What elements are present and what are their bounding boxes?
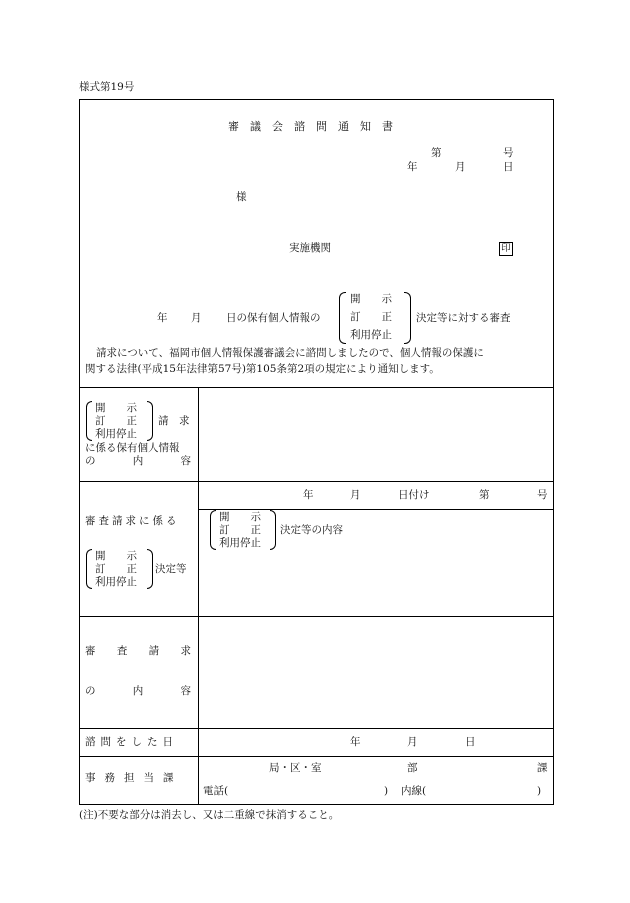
content-brace-left bbox=[210, 510, 216, 550]
notice-day-text: 日の保有個人情報の bbox=[226, 312, 321, 324]
extension-label: 内線( bbox=[401, 785, 427, 797]
info-label-char: 容 bbox=[180, 455, 191, 467]
request-label-char: 容 bbox=[180, 685, 191, 697]
phone-label: 電話( bbox=[203, 785, 229, 797]
addressee-label: 様 bbox=[236, 191, 247, 203]
decision-go-label: 号 bbox=[537, 489, 548, 501]
decision-year-label: 年 bbox=[303, 489, 314, 501]
form-title: 審 議 会 諮 問 通 知 書 bbox=[228, 120, 393, 133]
notice-after-brace: 決定等に対する審査 bbox=[416, 312, 511, 324]
request-label-char: 審 bbox=[85, 645, 96, 657]
notice-line-1: 請求について、福岡市個人情報保護審議会に諮問しましたので、個人情報の保護に bbox=[96, 347, 484, 359]
content-brace-right bbox=[270, 510, 276, 550]
number-dai-label: 第 bbox=[431, 147, 442, 159]
header-day-label: 日 bbox=[503, 161, 514, 173]
phone-close: ) bbox=[384, 785, 389, 797]
header-year-label: 年 bbox=[407, 161, 418, 173]
decision-brace-left bbox=[86, 549, 92, 589]
decision-dated-label: 日付け bbox=[398, 489, 430, 501]
divider bbox=[79, 481, 554, 482]
info-brace-left bbox=[86, 401, 92, 441]
notice-brace-left bbox=[339, 292, 346, 344]
info-request-suffix: 請 求 bbox=[158, 415, 190, 427]
info-option-suspend: 利用停止 bbox=[95, 428, 137, 440]
divider bbox=[79, 387, 554, 388]
notice-year-label: 年 bbox=[157, 312, 168, 324]
form-number: 様式第19号 bbox=[79, 81, 135, 93]
number-go-label: 号 bbox=[503, 147, 514, 159]
content-option-suspend: 利用停止 bbox=[219, 537, 261, 549]
consult-date-label: 諮問をした日 bbox=[85, 736, 178, 748]
extension-close: ) bbox=[537, 785, 542, 797]
request-label-char: の bbox=[85, 685, 96, 697]
request-label-line1 bbox=[85, 646, 191, 657]
header-month-label: 月 bbox=[455, 161, 466, 173]
request-label-char: 請 bbox=[148, 645, 160, 657]
content-option-disclose: 開 示 bbox=[219, 511, 261, 523]
decision-dai-label: 第 bbox=[479, 489, 490, 501]
request-label-char: 内 bbox=[132, 685, 144, 697]
content-option-correct: 訂 正 bbox=[219, 524, 261, 536]
notice-line-2: 関する法律(平成15年法律第57号)第105条第2項の規定により通知します。 bbox=[85, 363, 440, 375]
notice-option-disclose: 開 示 bbox=[350, 293, 392, 305]
info-option-correct: 訂 正 bbox=[95, 415, 137, 427]
decision-month-label: 月 bbox=[350, 489, 361, 501]
decision-suffix: 決定等 bbox=[155, 563, 187, 575]
request-label-line2 bbox=[85, 686, 191, 697]
info-label-line2: に係る保有個人情報 bbox=[85, 442, 180, 454]
staff-division-label: 部 bbox=[407, 762, 418, 774]
info-label-char: の bbox=[85, 455, 96, 467]
agency-label: 実施機関 bbox=[289, 242, 331, 254]
decision-option-correct: 訂 正 bbox=[95, 563, 137, 575]
notice-option-correct: 訂 正 bbox=[350, 311, 392, 323]
consult-year-label: 年 bbox=[350, 736, 361, 748]
divider bbox=[79, 616, 554, 617]
consult-day-label: 日 bbox=[465, 736, 476, 748]
request-label-char: 求 bbox=[180, 645, 191, 657]
request-label-char: 査 bbox=[116, 645, 128, 657]
staff-section-label: 課 bbox=[537, 762, 548, 774]
decision-option-suspend: 利用停止 bbox=[95, 576, 137, 588]
content-suffix: 決定等の内容 bbox=[280, 524, 343, 536]
staff-label: 事務担当課 bbox=[85, 772, 183, 784]
divider bbox=[198, 509, 554, 510]
notice-option-suspend: 利用停止 bbox=[350, 329, 392, 341]
divider bbox=[79, 728, 554, 729]
decision-brace-right bbox=[147, 549, 153, 589]
info-option-disclose: 開 示 bbox=[95, 402, 137, 414]
notice-brace-right bbox=[404, 292, 411, 344]
decision-label: 審査請求に係る bbox=[85, 515, 180, 527]
seal-mark: 印 bbox=[499, 242, 513, 256]
info-label-line3 bbox=[85, 456, 191, 467]
staff-bureau-label: 局・区・室 bbox=[269, 762, 322, 774]
info-brace-right bbox=[147, 401, 153, 441]
column-divider bbox=[198, 387, 199, 805]
info-label-char: 内 bbox=[132, 455, 144, 467]
notice-month-label: 月 bbox=[191, 312, 202, 324]
footnote: (注)不要な部分は消去し、又は二重線で抹消すること。 bbox=[79, 809, 340, 821]
divider bbox=[79, 756, 554, 757]
consult-month-label: 月 bbox=[407, 736, 418, 748]
decision-option-disclose: 開 示 bbox=[95, 550, 137, 562]
